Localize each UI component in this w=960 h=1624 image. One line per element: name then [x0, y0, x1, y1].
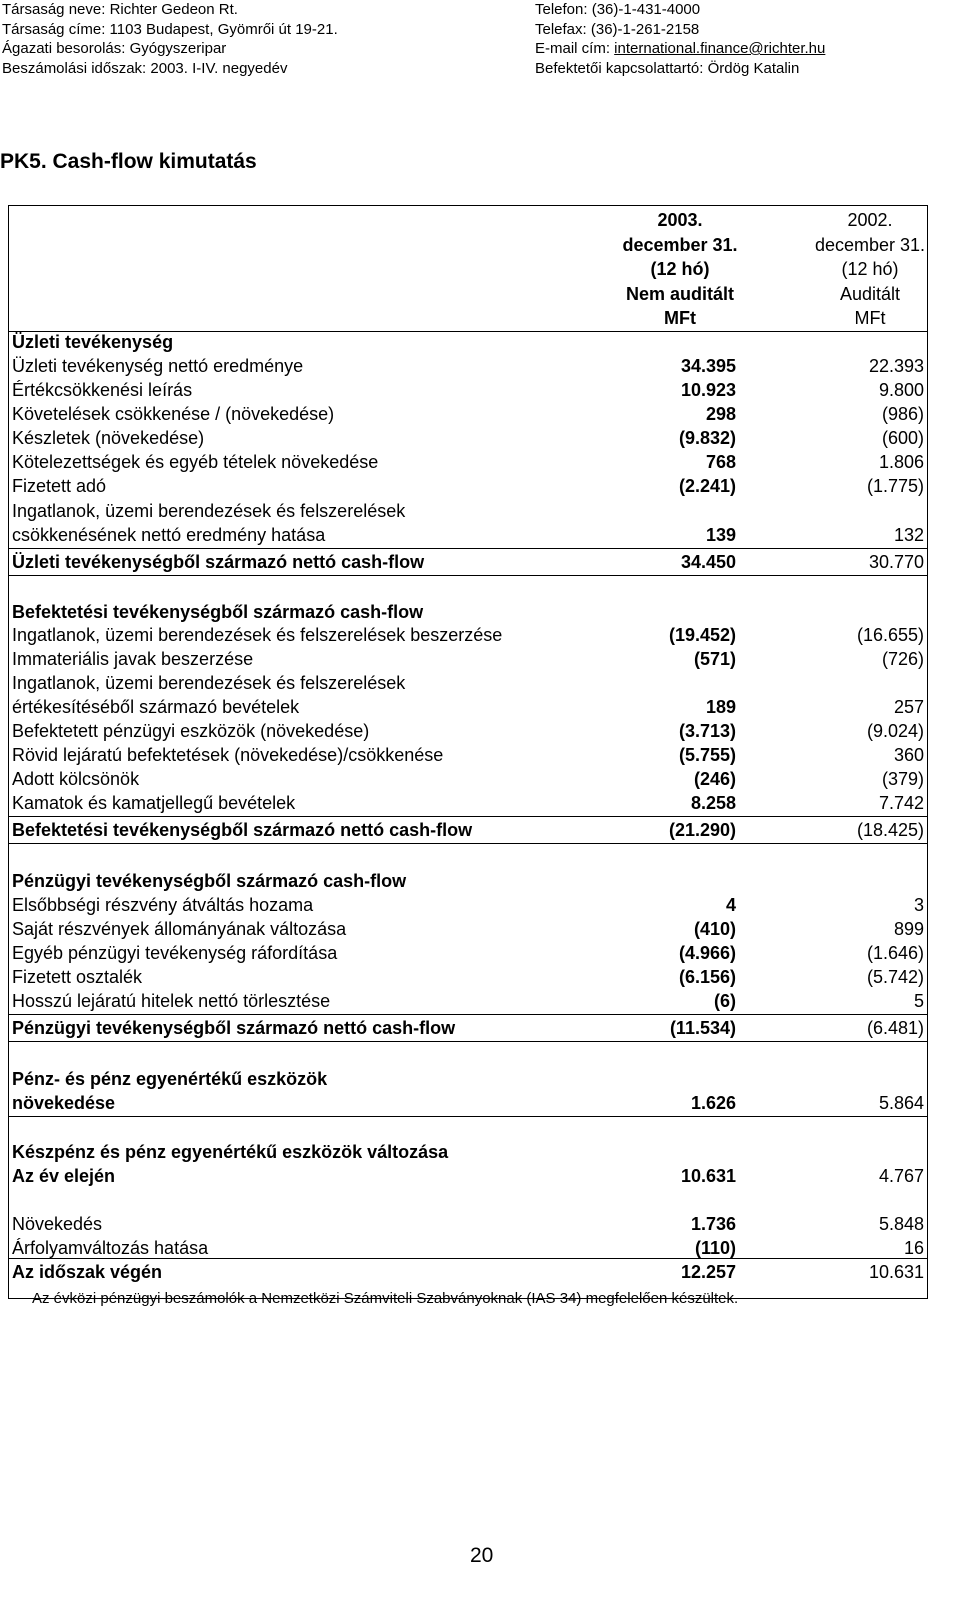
table-row: Egyéb pénzügyi tevékenység ráfordítása (4.966) (1.646): [12, 943, 924, 963]
table-row: Pénzügyi tevékenységből származó cash-flow: [12, 871, 407, 891]
table-row: Kötelezettségek és egyéb tételek növekedése 768 1.806: [12, 452, 924, 472]
subtotal-divider: [8, 548, 928, 549]
subtotal-divider: [8, 843, 928, 844]
table-row: Az év elején 10.631 4.767: [12, 1166, 924, 1186]
subtotal-divider: [8, 1116, 928, 1117]
table-row: Ingatlanok, üzemi berendezések és felszerelések beszerzése (19.452) (16.655): [12, 625, 924, 645]
page-number: 20: [470, 1544, 494, 1567]
table-row: Hosszú lejáratú hitelek nettó törlesztése (6) 5: [12, 991, 924, 1011]
subtotal-divider: [8, 816, 928, 817]
fax-line: Telefax: (36)-1-261-2158: [535, 20, 700, 38]
table-row-total: Az időszak végén 12.257 10.631: [12, 1262, 924, 1282]
email-line: E-mail cím: international.finance@richter.hu: [535, 40, 826, 57]
table-row: Kamatok és kamatjellegű bevételek 8.258 7.742: [12, 793, 924, 813]
company-info: [2, 0, 338, 78]
investor-contact-line: Befektetői kapcsolattartó: Ördög Katalin: [535, 59, 800, 77]
table-row: Befektetési tevékenységből származó cash-flow: [12, 602, 424, 622]
table-row: Rövid lejáratú befektetések (növekedése)/csökkenése (5.755) 360: [12, 745, 924, 765]
table-row-total: Üzleti tevékenységből származó nettó cash-flow 34.450 30.770: [12, 552, 924, 572]
footnote: Az évközi pénzügyi beszámolók a Nemzetközi Számviteli Szabványoknak (IAS 34) megfelelően készültek.: [32, 1290, 739, 1307]
company-address-line: Társaság címe: 1103 Budapest, Gyömrői út 19-21.: [2, 20, 338, 38]
phone-line: Telefon: (36)-1-431-4000: [535, 1, 701, 18]
subtotal-divider: [8, 575, 928, 576]
table-row: Fizetett adó (2.241) (1.775): [12, 476, 924, 496]
table-row-total: Befektetési tevékenységből származó nettó cash-flow (21.290) (18.425): [12, 820, 924, 840]
table-row: Immateriális javak beszerzése (571) (726): [12, 649, 924, 669]
column-header-2003: 2003. december 31. (12 hó) Nem auditált MFt: [622, 210, 738, 328]
contact-info: [535, 0, 825, 78]
table-row: Elsőbbségi részvény átváltás hozama 4 3: [12, 895, 924, 915]
subtotal-divider: [8, 1258, 928, 1259]
table-row: Befektetett pénzügyi eszközök (növekedése) (3.713) (9.024): [12, 721, 924, 741]
table-row: Pénz- és pénz egyenértékű eszközök: [12, 1069, 328, 1089]
table-row: csökkenésének nettó eredmény hatása 139 132: [12, 525, 924, 545]
table-row: Növekedés 1.736 5.848: [12, 1214, 924, 1234]
reporting-period-line: Beszámolási időszak: 2003. I-IV. negyedév: [2, 59, 288, 77]
email-link[interactable]: international.finance@richter.hu: [614, 40, 826, 57]
subtotal-divider: [8, 1041, 928, 1042]
subtotal-divider: [8, 1014, 928, 1015]
table-row: Értékcsökkenési leírás 10.923 9.800: [12, 380, 924, 400]
table-row: Követelések csökkenése / (növekedése) 298 (986): [12, 404, 924, 424]
company-name-line: Társaság neve: Richter Gedeon Rt.: [2, 1, 238, 18]
table-row: Adott kölcsönök (246) (379): [12, 769, 924, 789]
industry-line: Ágazati besorolás: Gyógyszeripar: [2, 40, 227, 57]
table-row: Saját részvények állományának változása (410) 899: [12, 919, 924, 939]
column-header-2002: 2002. december 31. (12 hó) Auditált MFt: [814, 210, 926, 328]
table-row: növekedése 1.626 5.864: [12, 1093, 924, 1113]
table-row: Ingatlanok, üzemi berendezések és felszerelések: [12, 501, 406, 521]
page-title: PK5. Cash-flow kimutatás: [0, 150, 257, 173]
table-row: Készpénz és pénz egyenértékű eszközök változása: [12, 1142, 449, 1162]
table-row: Üzleti tevékenység: [12, 332, 174, 352]
table-row: Árfolyamváltozás hatása (110) 16: [12, 1238, 924, 1258]
table-row: Üzleti tevékenység nettó eredménye 34.395 22.393: [12, 356, 924, 376]
table-row-total: Pénzügyi tevékenységből származó nettó cash-flow (11.534) (6.481): [12, 1018, 924, 1038]
table-row: Készletek (növekedése) (9.832) (600): [12, 428, 924, 448]
table-row: értékesítéséből származó bevételek 189 257: [12, 697, 924, 717]
table-row: Fizetett osztalék (6.156) (5.742): [12, 967, 924, 987]
table-row: Ingatlanok, üzemi berendezések és felszerelések: [12, 673, 406, 693]
